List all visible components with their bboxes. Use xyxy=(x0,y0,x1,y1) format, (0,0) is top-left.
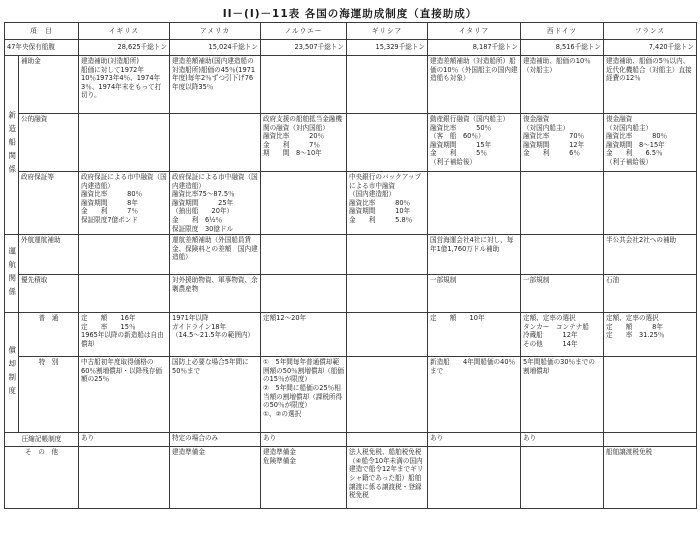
table-cell: 建造差額補助（対造船所）船価の10％（外国船主の国内建造船も対象） xyxy=(428,56,521,114)
header-item: 項 目 xyxy=(5,23,79,40)
row-label: 普 通 xyxy=(19,313,79,357)
tonnage-value: 8,516千総トン xyxy=(521,40,604,56)
table-cell: 建造準備金 危険準備金 xyxy=(261,447,347,509)
header-us: アメリカ xyxy=(170,23,261,40)
table-cell: 中央銀行のバックアップによる市中融資 （国内建造船） 融資比率 80％ 融資期間 10年 金 利 5.8％ xyxy=(347,172,428,235)
table-cell xyxy=(521,172,604,235)
table-cell xyxy=(347,313,428,357)
row-label: 特 別 xyxy=(19,357,79,433)
group-label-depreciation: 償却制度 xyxy=(5,313,19,433)
tonnage-value: 7,420千総トン xyxy=(604,40,697,56)
group-label-operation: 運航関係 xyxy=(5,235,19,313)
header-france: フランス xyxy=(604,23,697,40)
table-cell: 対外援助物資、軍事物資、余剰農産物 xyxy=(170,275,261,313)
table-cell: あり xyxy=(428,433,521,447)
table-cell: 特定の場合のみ xyxy=(170,433,261,447)
header-norway: ノルウエー xyxy=(261,23,347,40)
table-cell xyxy=(521,235,604,275)
table-cell: あり xyxy=(521,433,604,447)
table-cell: 政府保証による市中融資（国内建造船） 融資比率 80％ 融資期間 8年 金 利 7％ 保証限度7億ポンド xyxy=(79,172,170,235)
table-row xyxy=(5,56,697,114)
table-cell xyxy=(428,447,521,509)
subsidy-table xyxy=(4,22,697,509)
table-cell xyxy=(347,275,428,313)
table-cell: 復金融資 （対国内船主） 融資比率 70％ 融資期間 12年 金 利 6％ xyxy=(521,114,604,172)
table-cell: 動産銀行融資（国内船主） 融資比率 50％ （客 船 60％） 融資期間 15年 金 利 5％ （利子補給後） xyxy=(428,114,521,172)
table-cell: 定額、定率の選択 定 額 8年 定 率 31.25％ xyxy=(604,313,697,357)
tonnage-value: 8,187千総トン xyxy=(428,40,521,56)
table-cell: 法人税免税、船舶税免税（④船令10年未満の国内建造で船令12年までギリシャ籍であった船）船舶譲渡に係る譲渡税・登録税免税 xyxy=(347,447,428,509)
row-label: 圧縮記帳制度 xyxy=(5,433,79,447)
table-cell: 一部規制 xyxy=(521,275,604,313)
table-cell: 復金融資 （対国内船主） 融資比率 80％ 融資期間 8〜15年 金 利 6.5％ （利子補給後） xyxy=(604,114,697,172)
table-cell xyxy=(347,235,428,275)
table-cell xyxy=(79,235,170,275)
table-cell xyxy=(604,433,697,447)
tonnage-row xyxy=(5,40,697,56)
row-label: 補助金 xyxy=(19,56,79,114)
table-cell xyxy=(79,447,170,509)
table-cell: あり xyxy=(79,433,170,447)
table-cell: 建造補助、船価の10％（対船主） xyxy=(521,56,604,114)
row-label: 公的融資 xyxy=(19,114,79,172)
table-cell xyxy=(521,447,604,509)
header-west-germany: 西ドイツ xyxy=(521,23,604,40)
header-greece: ギリシア xyxy=(347,23,428,40)
table-cell: 建造補助、船価の5％以内、近代化機船合（対船主）直接経費の12％ xyxy=(604,56,697,114)
table-row xyxy=(5,433,697,447)
table-cell: 1971年以降 ガイドライン18年 （14.5〜21.5年の範囲内） xyxy=(170,313,261,357)
table-row xyxy=(5,275,697,313)
table-row xyxy=(5,172,697,235)
tonnage-value: 15,329千総トン xyxy=(347,40,428,56)
row-label: そ の 他 xyxy=(5,447,79,509)
tonnage-label: 47年央保有船腹 xyxy=(5,40,79,56)
table-cell: 定 額 16年 定 率 15％ 1965年以降の新造船は自由償却 xyxy=(79,313,170,357)
table-cell: あり xyxy=(261,433,347,447)
table-cell xyxy=(79,275,170,313)
table-row xyxy=(5,313,697,357)
table-row xyxy=(5,114,697,172)
row-label: 優先積取 xyxy=(19,275,79,313)
table-cell: 定額、定率の選択 タンカー コンテナ船 冷蔵船 12年 その他 14年 xyxy=(521,313,604,357)
table-cell xyxy=(604,172,697,235)
table-cell xyxy=(261,172,347,235)
table-cell xyxy=(347,56,428,114)
table-cell: 船舶譲渡税免税 xyxy=(604,447,697,509)
table-cell: 5年間船価の30％までの割増償却 xyxy=(521,357,604,433)
header-row xyxy=(5,23,697,40)
table-cell: 半公共会社2社への補助 xyxy=(604,235,697,275)
tonnage-value: 23,507千総トン xyxy=(261,40,347,56)
table-cell: 石油 xyxy=(604,275,697,313)
table-cell: 政府保証による市中融資（国内建造船） 融資比率75〜87.5％ 融資期間 25年 （抽出船 20年） 金 利 6½％ 保証限度 30億ドル xyxy=(170,172,261,235)
table-cell: 中古船初年度取得価格の60％割増償却・以降残存価額の25％ xyxy=(79,357,170,433)
table-cell: 国防上必要な場合5年間に50％まで xyxy=(170,357,261,433)
table-cell xyxy=(347,357,428,433)
table-cell: 政府支援の船舶抵当金融機関の融資（対内国船） 融資比率 20％ 金 利 7％ 期 間 8〜10年 xyxy=(261,114,347,172)
table-cell: 建造差額補助(国内建造船の対造船所)船価の45％(1971年度)毎年2％ずつ引下げ76年度以降35％ xyxy=(170,56,261,114)
row-label: 政府保証等 xyxy=(19,172,79,235)
table-cell xyxy=(261,56,347,114)
table-cell: 一部規制 xyxy=(428,275,521,313)
table-cell xyxy=(604,357,697,433)
table-cell xyxy=(428,172,521,235)
table-cell: ① 5年間毎年普通償却範囲額の50％割増償却（船価の15％が限度） ② 5年間に船価の25％相当額の割増償却（課税所得の50％が限度） ①、②の選択 xyxy=(261,357,347,433)
table-cell: 運航差額補助（外国船員賃金、保険料との差額 国内建造船） xyxy=(170,235,261,275)
table-cell xyxy=(79,114,170,172)
table-row xyxy=(5,447,697,509)
table-title: II－(I)－11表 各国の海運助成制度（直接助成） xyxy=(222,8,478,20)
group-label-new-ship: 新造船関係 xyxy=(5,56,19,235)
tonnage-value: 28,625千総トン xyxy=(79,40,170,56)
table-row xyxy=(5,357,697,433)
table-cell xyxy=(261,275,347,313)
table-cell: 定 額 10年 xyxy=(428,313,521,357)
table-row xyxy=(5,235,697,275)
table-cell: 国営海運会社4社に対し、毎年1億1,760万ドル補助 xyxy=(428,235,521,275)
table-cell xyxy=(347,433,428,447)
table-cell: 建造準備金 xyxy=(170,447,261,509)
table-cell xyxy=(347,114,428,172)
tonnage-value: 15,024千総トン xyxy=(170,40,261,56)
table-cell: 定額12〜20年 xyxy=(261,313,347,357)
table-cell xyxy=(261,235,347,275)
header-italy: イタリア xyxy=(428,23,521,40)
row-label: 外航運航補助 xyxy=(19,235,79,275)
header-uk: イギリス xyxy=(79,23,170,40)
table-cell xyxy=(170,114,261,172)
table-cell: 建造補助(対造船所) 船価に対して1972年10％1973年4％、1974年3％、1974年末をもって打切り。 xyxy=(79,56,170,114)
table-cell: 新造船 4年間船価の40％まで xyxy=(428,357,521,433)
